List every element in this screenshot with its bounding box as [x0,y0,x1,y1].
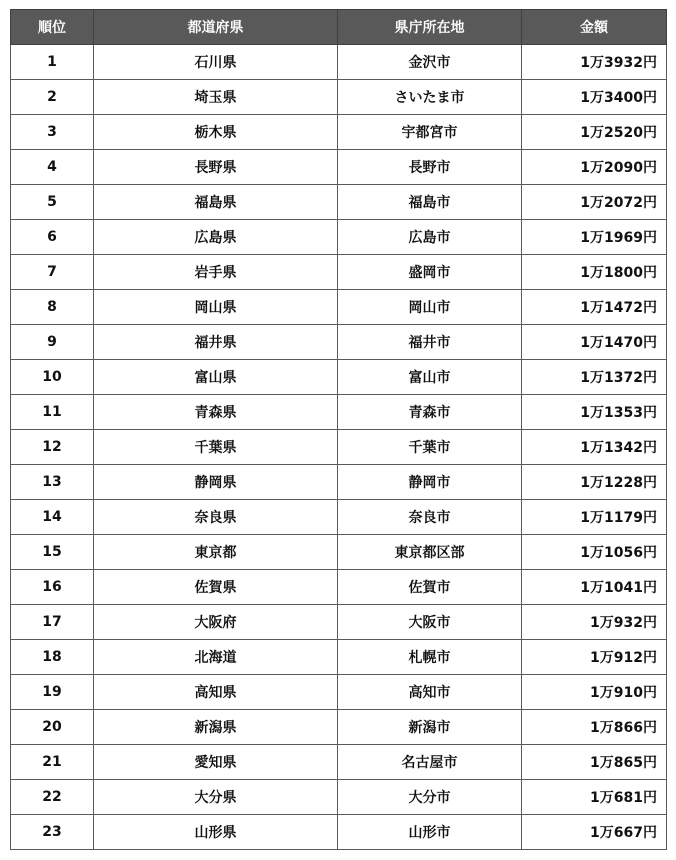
amount-cell: 1万866円 [522,710,667,745]
table-row [11,290,667,325]
prefecture-cell: 千葉県 [94,430,338,465]
header-rank: 順位 [11,10,94,45]
capital-cell: 奈良市 [338,500,522,535]
rank-cell: 4 [11,150,94,185]
prefecture-cell: 石川県 [94,45,338,80]
table-row [11,570,667,605]
prefecture-cell: 東京都 [94,535,338,570]
rank-cell: 15 [11,535,94,570]
rank-cell: 11 [11,395,94,430]
table-body [11,45,667,850]
rank-cell: 19 [11,675,94,710]
capital-cell: 静岡市 [338,465,522,500]
table-row [11,220,667,255]
header-row [11,10,667,45]
ranking-table [10,9,667,850]
rank-cell: 6 [11,220,94,255]
amount-cell: 1万1472円 [522,290,667,325]
rank-cell: 5 [11,185,94,220]
amount-cell: 1万912円 [522,640,667,675]
capital-cell: 大分市 [338,780,522,815]
prefecture-cell: 富山県 [94,360,338,395]
amount-cell: 1万1353円 [522,395,667,430]
table-row [11,640,667,675]
capital-cell: 千葉市 [338,430,522,465]
rank-cell: 17 [11,605,94,640]
rank-cell: 12 [11,430,94,465]
header-prefecture: 都道府県 [94,10,338,45]
table-row [11,115,667,150]
rank-cell: 3 [11,115,94,150]
prefecture-cell: 広島県 [94,220,338,255]
amount-cell: 1万1056円 [522,535,667,570]
amount-cell: 1万3400円 [522,80,667,115]
prefecture-cell: 北海道 [94,640,338,675]
capital-cell: 山形市 [338,815,522,850]
prefecture-cell: 福島県 [94,185,338,220]
prefecture-cell: 山形県 [94,815,338,850]
amount-cell: 1万2520円 [522,115,667,150]
prefecture-cell: 長野県 [94,150,338,185]
table-row [11,325,667,360]
prefecture-cell: 岡山県 [94,290,338,325]
prefecture-cell: 大分県 [94,780,338,815]
capital-cell: 盛岡市 [338,255,522,290]
table-row [11,395,667,430]
amount-cell: 1万3932円 [522,45,667,80]
capital-cell: 金沢市 [338,45,522,80]
amount-cell: 1万1470円 [522,325,667,360]
rank-cell: 18 [11,640,94,675]
capital-cell: 名古屋市 [338,745,522,780]
amount-cell: 1万681円 [522,780,667,815]
amount-cell: 1万2090円 [522,150,667,185]
prefecture-cell: 栃木県 [94,115,338,150]
table-row [11,710,667,745]
prefecture-cell: 岩手県 [94,255,338,290]
amount-cell: 1万667円 [522,815,667,850]
amount-cell: 1万932円 [522,605,667,640]
table-header [11,10,667,45]
table-row [11,780,667,815]
table-row [11,745,667,780]
prefecture-cell: 新潟県 [94,710,338,745]
amount-cell: 1万1179円 [522,500,667,535]
amount-cell: 1万910円 [522,675,667,710]
amount-cell: 1万865円 [522,745,667,780]
prefecture-cell: 佐賀県 [94,570,338,605]
capital-cell: 新潟市 [338,710,522,745]
table-row [11,360,667,395]
ranking-table-container [10,9,666,850]
capital-cell: 岡山市 [338,290,522,325]
amount-cell: 1万1228円 [522,465,667,500]
table-row [11,255,667,290]
rank-cell: 14 [11,500,94,535]
rank-cell: 1 [11,45,94,80]
table-row [11,465,667,500]
amount-cell: 1万2072円 [522,185,667,220]
amount-cell: 1万1800円 [522,255,667,290]
rank-cell: 7 [11,255,94,290]
prefecture-cell: 高知県 [94,675,338,710]
table-row [11,150,667,185]
capital-cell: 大阪市 [338,605,522,640]
table-row [11,605,667,640]
rank-cell: 23 [11,815,94,850]
capital-cell: 福井市 [338,325,522,360]
rank-cell: 16 [11,570,94,605]
prefecture-cell: 埼玉県 [94,80,338,115]
table-row [11,535,667,570]
rank-cell: 10 [11,360,94,395]
capital-cell: 広島市 [338,220,522,255]
rank-cell: 20 [11,710,94,745]
table-row [11,500,667,535]
capital-cell: 青森市 [338,395,522,430]
capital-cell: 宇都宮市 [338,115,522,150]
capital-cell: 札幌市 [338,640,522,675]
capital-cell: 佐賀市 [338,570,522,605]
prefecture-cell: 奈良県 [94,500,338,535]
table-row [11,185,667,220]
capital-cell: さいたま市 [338,80,522,115]
table-row [11,675,667,710]
amount-cell: 1万1372円 [522,360,667,395]
capital-cell: 富山市 [338,360,522,395]
rank-cell: 13 [11,465,94,500]
amount-cell: 1万1041円 [522,570,667,605]
table-row [11,815,667,850]
rank-cell: 2 [11,80,94,115]
prefecture-cell: 愛知県 [94,745,338,780]
header-capital: 県庁所在地 [338,10,522,45]
rank-cell: 9 [11,325,94,360]
table-row [11,80,667,115]
prefecture-cell: 大阪府 [94,605,338,640]
rank-cell: 21 [11,745,94,780]
prefecture-cell: 福井県 [94,325,338,360]
prefecture-cell: 青森県 [94,395,338,430]
rank-cell: 8 [11,290,94,325]
capital-cell: 長野市 [338,150,522,185]
capital-cell: 福島市 [338,185,522,220]
header-amount: 金額 [522,10,667,45]
prefecture-cell: 静岡県 [94,465,338,500]
amount-cell: 1万1969円 [522,220,667,255]
capital-cell: 高知市 [338,675,522,710]
amount-cell: 1万1342円 [522,430,667,465]
rank-cell: 22 [11,780,94,815]
table-row [11,430,667,465]
table-row [11,45,667,80]
capital-cell: 東京都区部 [338,535,522,570]
